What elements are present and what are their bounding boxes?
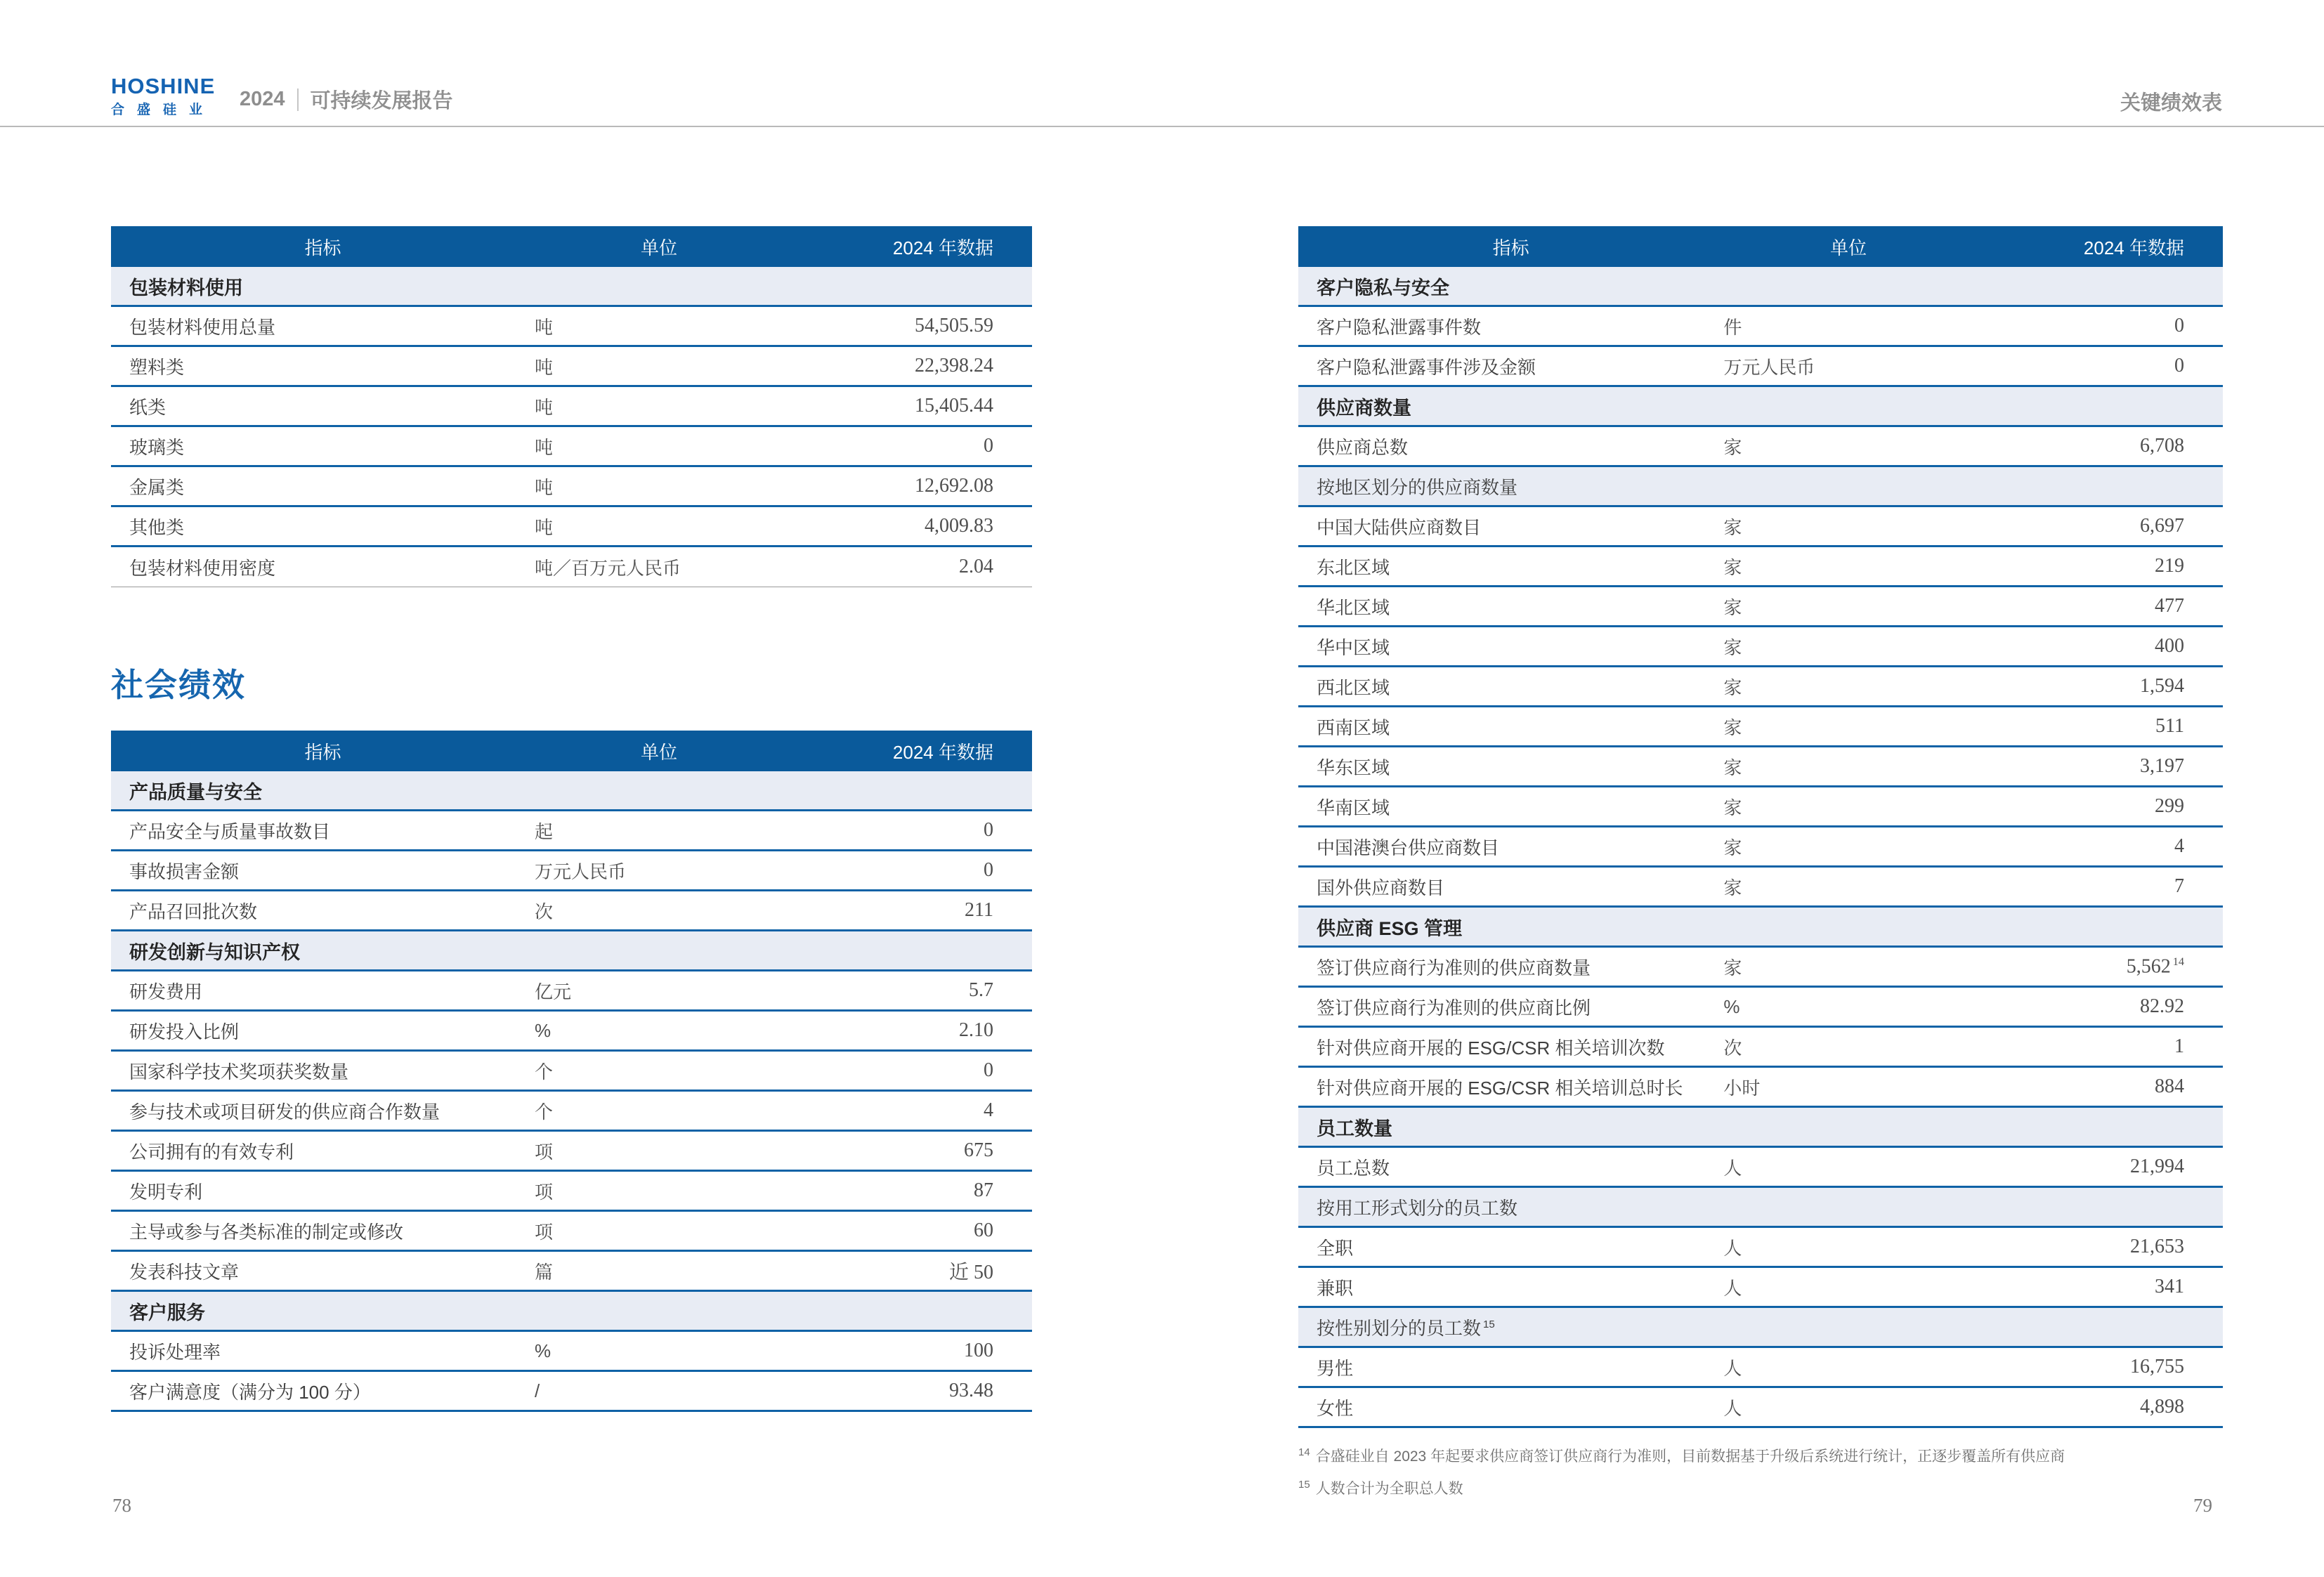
- value-cell: 54,505.59: [914, 315, 993, 336]
- value-cell: 近 50: [948, 1262, 993, 1283]
- indicator-cell: 纸类: [129, 396, 167, 418]
- section-row: [111, 1292, 1032, 1332]
- indicator-cell: 金属类: [129, 476, 185, 498]
- unit-cell: %: [535, 1340, 551, 1361]
- unit-cell: 项: [535, 1181, 554, 1203]
- value-cell: 6,708: [2139, 435, 2184, 457]
- value-cell: 0: [983, 819, 993, 841]
- unit-cell: 家: [1723, 757, 1742, 778]
- value-cell: 400: [2154, 635, 2184, 657]
- kpi-table-packaging-materials: [111, 226, 1032, 587]
- indicator-cell: 华南区域: [1317, 797, 1390, 818]
- section-label: 客户隐私与安全: [1317, 277, 1449, 299]
- table-row: [111, 1052, 1032, 1092]
- social-performance-heading: 社会绩效: [111, 667, 246, 703]
- unit-cell: 吨: [535, 476, 554, 498]
- kpi-table-social-performance: [111, 731, 1032, 1412]
- indicator-cell: 全职: [1317, 1237, 1354, 1259]
- value-cell: 341: [2154, 1276, 2184, 1297]
- table-row: [1298, 1068, 2223, 1108]
- column-header-unit: 单位: [1830, 237, 1867, 259]
- value-cell: 100: [963, 1340, 993, 1361]
- indicator-cell: 国家科学技术奖项获奖数量: [129, 1061, 349, 1082]
- table-row: [111, 427, 1032, 467]
- value-cell: 1: [2174, 1035, 2184, 1057]
- unit-cell: 吨: [535, 516, 554, 538]
- indicator-cell: 公司拥有的有效专利: [129, 1141, 294, 1163]
- column-header-indicator: 指标: [304, 237, 341, 259]
- value-cell: 3,197: [2139, 755, 2184, 777]
- table-row: [111, 1252, 1032, 1292]
- value-cell: 211: [965, 899, 993, 921]
- indicator-cell: 男性: [1317, 1357, 1354, 1379]
- table-row: [1298, 507, 2223, 547]
- indicator-cell: 东北区域: [1317, 556, 1390, 578]
- section-row: [111, 267, 1032, 307]
- page-topic: 关键绩效表: [2120, 92, 2222, 114]
- subsection-row: [1298, 1308, 2223, 1348]
- unit-cell: 件: [1723, 316, 1742, 338]
- indicator-cell: 中国港澳台供应商数目: [1317, 837, 1500, 858]
- table-row: [1298, 627, 2223, 667]
- unit-cell: 吨／百万元人民币: [535, 557, 681, 579]
- indicator-cell: 华北区域: [1317, 596, 1390, 618]
- section-row: [1298, 908, 2223, 948]
- unit-cell: 次: [535, 901, 554, 922]
- section-label: 产品质量与安全: [129, 781, 262, 803]
- section-label: 研发创新与知识产权: [129, 941, 300, 963]
- column-header-year-data: 2024 年数据: [892, 237, 993, 259]
- unit-cell: 人: [1723, 1277, 1742, 1299]
- section-label: 员工数量: [1317, 1118, 1392, 1139]
- page-header: [0, 0, 2324, 127]
- table-row: [111, 387, 1032, 427]
- table-row: [1298, 307, 2223, 347]
- unit-cell: 人: [1723, 1157, 1742, 1179]
- footnote-14-text: 合盛硅业自 2023 年起要求供应商签订供应商行为准则，目前数据基于升级后系统进行统计，正逐步覆盖所有供应商: [1315, 1448, 2065, 1465]
- indicator-cell: 供应商总数: [1317, 436, 1409, 458]
- table-row: [1298, 868, 2223, 908]
- value-cell: 21,653: [2129, 1236, 2184, 1257]
- table-row: [111, 1012, 1032, 1052]
- value-cell: 0: [983, 435, 993, 457]
- unit-cell: 家: [1723, 436, 1742, 458]
- table-row: [111, 851, 1032, 891]
- value-cell: 87: [973, 1179, 993, 1201]
- column-header-indicator: 指标: [304, 741, 341, 763]
- unit-cell: 次: [1723, 1037, 1742, 1059]
- indicator-cell: 参与技术或项目研发的供应商合作数量: [129, 1101, 440, 1123]
- column-header-year-data: 2024 年数据: [2083, 237, 2184, 259]
- table-row: [1298, 1028, 2223, 1068]
- table-row: [111, 507, 1032, 547]
- subsection-label: 按用工形式划分的员工数: [1317, 1197, 1518, 1219]
- column-header-indicator: 指标: [1492, 237, 1529, 259]
- unit-cell: 家: [1723, 877, 1742, 898]
- indicator-cell: 研发费用: [129, 981, 203, 1002]
- indicator-cell: 研发投入比例: [129, 1021, 240, 1042]
- value-cell: 5,562 $^{14}$: [2126, 955, 2184, 978]
- value-cell: 4: [983, 1099, 993, 1121]
- value-cell: 5.7: [968, 979, 993, 1001]
- indicator-cell: 包装材料使用密度: [129, 557, 276, 579]
- table-row: [1298, 747, 2223, 787]
- value-cell: 93.48: [948, 1380, 993, 1401]
- column-header-unit: 单位: [641, 237, 678, 259]
- value-cell: 2.10: [958, 1019, 993, 1041]
- indicator-cell: 产品安全与质量事故数目: [129, 820, 331, 842]
- footnote-15-text: 人数合计为全职总人数: [1315, 1481, 1463, 1498]
- table-row: [1298, 948, 2223, 988]
- indicator-cell: 兼职: [1317, 1277, 1354, 1299]
- unit-cell: 人: [1723, 1237, 1742, 1259]
- value-cell: 4,009.83: [924, 515, 993, 537]
- subsection-label: 按性别划分的员工数 $^{15}$: [1317, 1317, 1495, 1339]
- section-row: [1298, 267, 2223, 307]
- value-cell: 884: [2154, 1075, 2184, 1097]
- unit-cell: 人: [1723, 1357, 1742, 1379]
- indicator-cell: 玻璃类: [129, 436, 185, 458]
- unit-cell: 家: [1723, 716, 1742, 738]
- indicator-cell: 针对供应商开展的 ESG/CSR 相关培训总时长: [1317, 1077, 1683, 1099]
- unit-cell: 家: [1723, 636, 1742, 658]
- table-row: [111, 307, 1032, 347]
- unit-cell: 万元人民币: [535, 861, 627, 882]
- unit-cell: %: [1723, 995, 1740, 1017]
- value-cell: 6,697: [2139, 515, 2184, 537]
- table-row: [1298, 1228, 2223, 1268]
- value-cell: 0: [983, 859, 993, 881]
- indicator-cell: 投诉处理率: [129, 1341, 221, 1363]
- subsection-row: [1298, 1188, 2223, 1228]
- unit-cell: 家: [1723, 837, 1742, 858]
- table-row: [111, 1372, 1032, 1412]
- value-cell: 511: [2155, 715, 2184, 737]
- value-cell: 60: [973, 1219, 993, 1241]
- indicator-cell: 产品召回批次数: [129, 901, 258, 922]
- report-title: 可持续发展报告: [310, 90, 453, 112]
- footnote-14-marker: 14: [1298, 1446, 1310, 1458]
- indicator-cell: 发明专利: [129, 1181, 203, 1203]
- unit-cell: /: [535, 1380, 540, 1401]
- table-row: [111, 1332, 1032, 1372]
- footnote-15: [1298, 1477, 2240, 1500]
- unit-cell: 个: [535, 1101, 554, 1123]
- table-row: [111, 891, 1032, 931]
- indicator-cell: 客户满意度（满分为 100 分）: [129, 1381, 371, 1403]
- value-cell: 4,898: [2139, 1396, 2184, 1418]
- logo-wordmark: HOSHINE: [111, 74, 216, 98]
- section-row: [1298, 1108, 2223, 1148]
- table-row: [111, 811, 1032, 851]
- value-cell: 82.92: [2139, 995, 2184, 1017]
- value-cell: 1,594: [2139, 675, 2184, 697]
- unit-cell: %: [535, 1019, 551, 1041]
- indicator-cell: 事故损害金额: [129, 861, 240, 882]
- logo-chinese-name: 合盛硅业: [111, 103, 216, 117]
- section-label: 供应商 ESG 管理: [1317, 917, 1463, 939]
- section-label: 供应商数量: [1317, 397, 1411, 419]
- table-row: [111, 1172, 1032, 1212]
- indicator-cell: 签订供应商行为准则的供应商比例: [1317, 997, 1591, 1019]
- report-year: 2024: [240, 88, 285, 110]
- unit-cell: 项: [535, 1221, 554, 1243]
- table-row: [1298, 347, 2223, 387]
- value-cell: 0: [2174, 315, 2184, 336]
- unit-cell: 个: [535, 1061, 554, 1082]
- value-cell: 21,994: [2129, 1156, 2184, 1177]
- unit-cell: 家: [1723, 556, 1742, 578]
- section-row: [111, 771, 1032, 811]
- table-row: [1298, 1148, 2223, 1188]
- table-row: [111, 347, 1032, 387]
- value-cell: 15,405.44: [914, 395, 993, 417]
- unit-cell: 家: [1723, 596, 1742, 618]
- column-header-unit: 单位: [641, 741, 678, 763]
- unit-cell: 项: [535, 1141, 554, 1163]
- table-row: [1298, 587, 2223, 627]
- table-row: [1298, 827, 2223, 868]
- indicator-cell: 客户隐私泄露事件数: [1317, 316, 1482, 338]
- superscript-footnote-ref: 14: [2172, 955, 2184, 968]
- unit-cell: 亿元: [535, 981, 572, 1002]
- value-cell: 22,398.24: [914, 355, 993, 377]
- indicator-cell: 西北区域: [1317, 676, 1390, 698]
- unit-cell: 家: [1723, 797, 1742, 818]
- unit-cell: 起: [535, 820, 554, 842]
- indicator-cell: 国外供应商数目: [1317, 877, 1445, 898]
- unit-cell: 万元人民币: [1723, 356, 1815, 378]
- subsection-label: 按地区划分的供应商数量: [1317, 476, 1518, 498]
- page-number-left: 78: [112, 1495, 131, 1516]
- table-row: [1298, 427, 2223, 467]
- table-row: [1298, 988, 2223, 1028]
- page-number-right: 79: [2193, 1495, 2212, 1516]
- indicator-cell: 包装材料使用总量: [129, 316, 276, 338]
- indicator-cell: 针对供应商开展的 ESG/CSR 相关培训次数: [1317, 1037, 1665, 1059]
- value-cell: 7: [2174, 875, 2184, 897]
- table-row: [111, 971, 1032, 1012]
- indicator-cell: 签订供应商行为准则的供应商数量: [1317, 957, 1591, 979]
- header-divider: [297, 89, 299, 111]
- kpi-table-suppliers-employees: [1298, 226, 2223, 1428]
- indicator-cell: 客户隐私泄露事件涉及金额: [1317, 356, 1536, 378]
- unit-cell: 家: [1723, 676, 1742, 698]
- left-page-column: [111, 226, 1032, 1412]
- footnote-15-marker: 15: [1298, 1479, 1310, 1491]
- table-row: [1298, 547, 2223, 587]
- unit-cell: 吨: [535, 356, 554, 378]
- indicator-cell: 发表科技文章: [129, 1261, 240, 1283]
- table-header-row: [111, 731, 1032, 771]
- indicator-cell: 女性: [1317, 1397, 1354, 1419]
- table-row: [111, 1092, 1032, 1132]
- footnote-14: [1298, 1445, 2240, 1467]
- section-row: [1298, 387, 2223, 427]
- table-row: [111, 467, 1032, 507]
- value-cell: 477: [2154, 595, 2184, 617]
- subsection-row: [1298, 467, 2223, 507]
- value-cell: 16,755: [2129, 1356, 2184, 1378]
- column-header-year-data: 2024 年数据: [892, 741, 993, 763]
- indicator-cell: 华东区域: [1317, 757, 1390, 778]
- table-row: [111, 1132, 1032, 1172]
- table-row: [111, 547, 1032, 587]
- indicator-cell: 华中区域: [1317, 636, 1390, 658]
- superscript-footnote-ref: 15: [1483, 1318, 1495, 1330]
- section-label: 包装材料使用: [129, 277, 243, 299]
- unit-cell: 家: [1723, 516, 1742, 538]
- table-header-row: [111, 226, 1032, 267]
- unit-cell: 吨: [535, 436, 554, 458]
- value-cell: 4: [2174, 835, 2184, 857]
- right-page-column: [1298, 226, 2223, 1510]
- section-label: 客户服务: [129, 1302, 205, 1323]
- value-cell: 219: [2154, 555, 2184, 577]
- value-cell: 675: [963, 1139, 993, 1161]
- indicator-cell: 员工总数: [1317, 1157, 1390, 1179]
- unit-cell: 小时: [1723, 1077, 1761, 1099]
- indicator-cell: 塑料类: [129, 356, 185, 378]
- table-row: [111, 1212, 1032, 1252]
- unit-cell: 篇: [535, 1261, 554, 1283]
- indicator-cell: 主导或参与各类标准的制定或修改: [129, 1221, 404, 1243]
- indicator-cell: 西南区域: [1317, 716, 1390, 738]
- indicator-cell: 其他类: [129, 516, 185, 538]
- table-row: [1298, 1348, 2223, 1388]
- unit-cell: 家: [1723, 957, 1742, 979]
- table-row: [1298, 1268, 2223, 1308]
- value-cell: 2.04: [958, 556, 993, 577]
- indicator-cell: 中国大陆供应商数目: [1317, 516, 1482, 538]
- report-title-group: [240, 85, 453, 114]
- value-cell: 0: [983, 1059, 993, 1081]
- footnotes: [1298, 1445, 2240, 1500]
- table-row: [1298, 1388, 2223, 1428]
- unit-cell: 吨: [535, 396, 554, 418]
- value-cell: 12,692.08: [914, 475, 993, 497]
- value-cell: 0: [2174, 355, 2184, 377]
- table-row: [1298, 787, 2223, 827]
- table-row: [1298, 667, 2223, 707]
- unit-cell: 人: [1723, 1397, 1742, 1419]
- table-header-row: [1298, 226, 2223, 267]
- hoshine-logo: [111, 75, 215, 118]
- value-cell: 299: [2154, 795, 2184, 817]
- unit-cell: 吨: [535, 316, 554, 338]
- table-row: [1298, 707, 2223, 747]
- section-row: [111, 931, 1032, 971]
